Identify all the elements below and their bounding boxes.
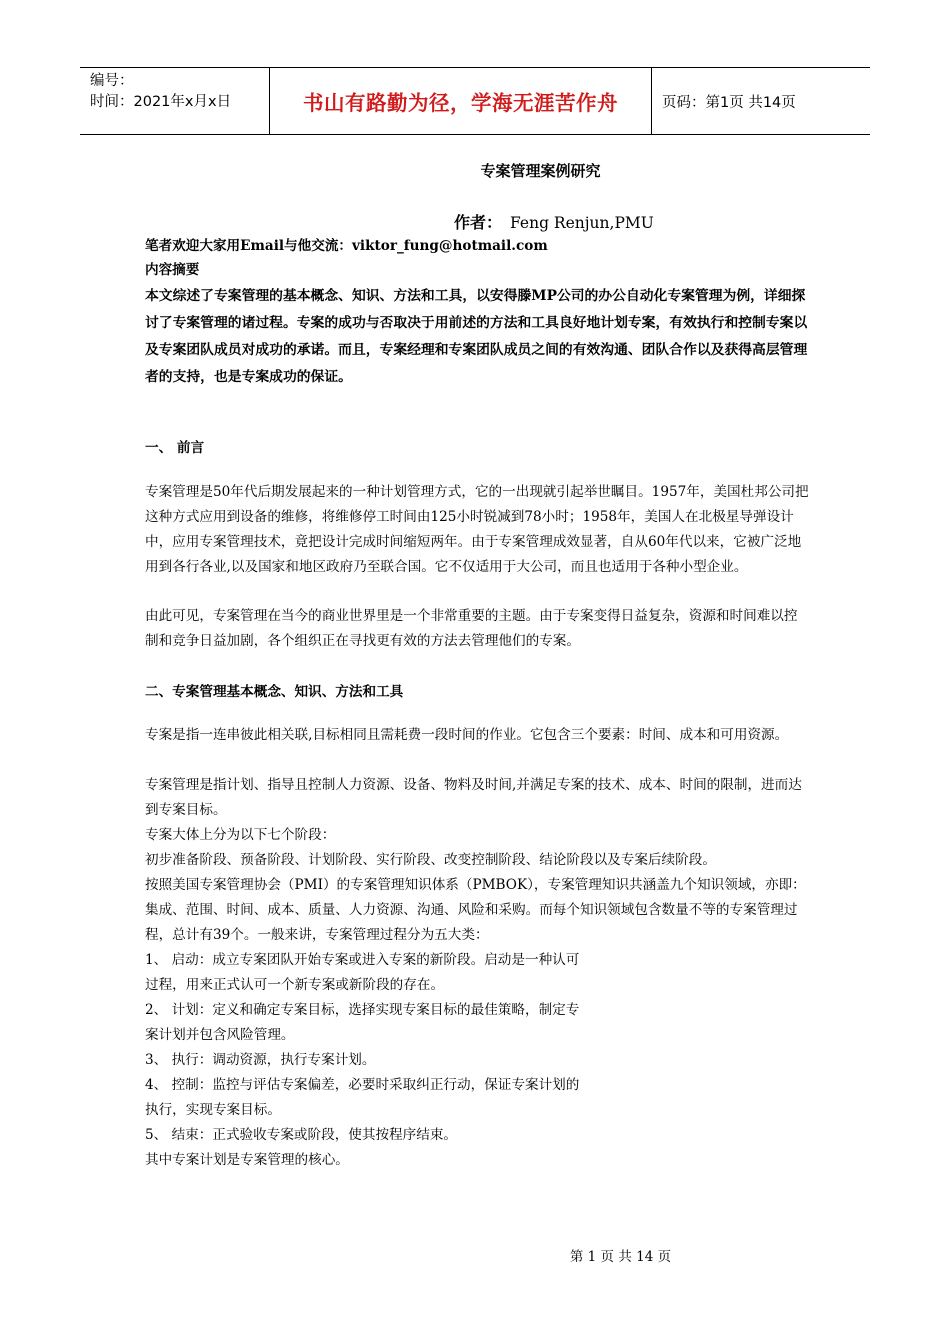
header-number-label: 编号： [90, 73, 134, 89]
document-header [80, 67, 870, 135]
contact-line: 笔者欢迎大家用Email与他交流：viktor_fung@hotmail.com [145, 238, 548, 254]
section-2-paragraph-2: 专案管理是指计划、指导且控制人力资源、设备、物料及时间,并满足专案的技术、成本、时间的限制，进而达到专案目标。 [145, 777, 802, 818]
section-2-closing: 其中专案计划是专案管理的核心。 [145, 1152, 349, 1168]
section-1-paragraph-1: 专案管理是50年代后期发展起来的一种计划管理方式，它的一出现就引起举世瞩目。1957年，美国杜邦公司把这种方式应用到设备的维修，将维修停工时间由125小时锐减到78小时；1958年，美国人在北极星导弹设计中，应用专案管理技术，竟把设计完成时间缩短两年。由于专案管理成效显著，自从60年代以来，它被广泛地用到各行各业,以及国家和地区政府乃至联合国。它不仅适用于大公司，而且也适用于各种小型企业。 [145, 484, 809, 575]
section-2-heading: 二、专案管理基本概念、知识、方法和工具 [145, 684, 404, 700]
process-item-1: 1、 启动：成立专案团队开始专案或进入专案的新阶段。启动是一种认可过程，用来正式认可一个新专案或新阶段的存在。 [145, 952, 580, 993]
header-motto: 书山有路勤为径，学海无涯苦作舟 [270, 68, 652, 134]
section-1-paragraph-2: 由此可见，专案管理在当今的商业世界里是一个非常重要的主题。由于专案变得日益复杂，资源和时间难以控制和竞争日益加剧，各个组织正在寻找更有效的方法去管理他们的专案。 [145, 608, 798, 649]
section-2-paragraph-5: 按照美国专案管理协会（PMI）的专案管理知识体系（PMBOK），专案管理知识共涵盖九个知识领域，亦即：集成、范围、时间、成本、质量、人力资源、沟通、风险和采购。而每个知识领域包含数量不等的专案管理过程，总计有39个。一般来讲，专案管理过程分为五大类： [145, 877, 806, 943]
abstract-text: 本文综述了专案管理的基本概念、知识、方法和工具，以安得滕MP公司的办公自动化专案管理为例，详细探讨了专案管理的诸过程。专案的成功与否取决于用前述的方法和工具良好地计划专案，有效执行和控制专案以及专案团队成员对成功的承诺。而且，专案经理和专案团队成员之间的有效沟通、团队合作以及获得高层管理者的支持，也是专案成功的保证。 [145, 288, 808, 385]
process-item-5: 5、 结束：正式验收专案或阶段，使其按程序结束。 [145, 1127, 458, 1143]
author-name: Feng Renjun,PMU [510, 214, 654, 232]
section-2-paragraph-1: 专案是指一连串彼此相关联,目标相同且需耗费一段时间的作业。它包含三个要素：时间、成本和可用资源。 [145, 727, 789, 743]
author-line [454, 210, 654, 233]
page-footer: 第 1 页 共 14 页 [569, 1249, 672, 1265]
header-date: 时间：2021年x月x日 [90, 94, 232, 110]
process-item-3: 3、 执行：调动资源，执行专案计划。 [145, 1052, 376, 1068]
process-item-4: 4、 控制：监控与评估专案偏差，必要时采取纠正行动，保证专案计划的执行，实现专案目标。 [145, 1077, 580, 1118]
section-2-paragraph-4: 初步准备阶段、预备阶段、计划阶段、实行阶段、改变控制阶段、结论阶段以及专案后续阶段。 [145, 852, 716, 868]
section-2-paragraph-3: 专案大体上分为以下七个阶段： [145, 827, 336, 843]
header-page-info: 页码：第1页 共14页 [662, 94, 796, 111]
author-label: 作者： [454, 213, 503, 232]
document-title: 专案管理案例研究 [480, 162, 601, 180]
process-item-2: 2、 计划：定义和确定专案目标，选择实现专案目标的最佳策略，制定专案计划并包含风险管理。 [145, 1002, 580, 1043]
section-1-heading: 一、 前言 [145, 440, 205, 456]
header-meta [80, 68, 270, 134]
abstract-heading: 内容摘要 [145, 262, 200, 278]
